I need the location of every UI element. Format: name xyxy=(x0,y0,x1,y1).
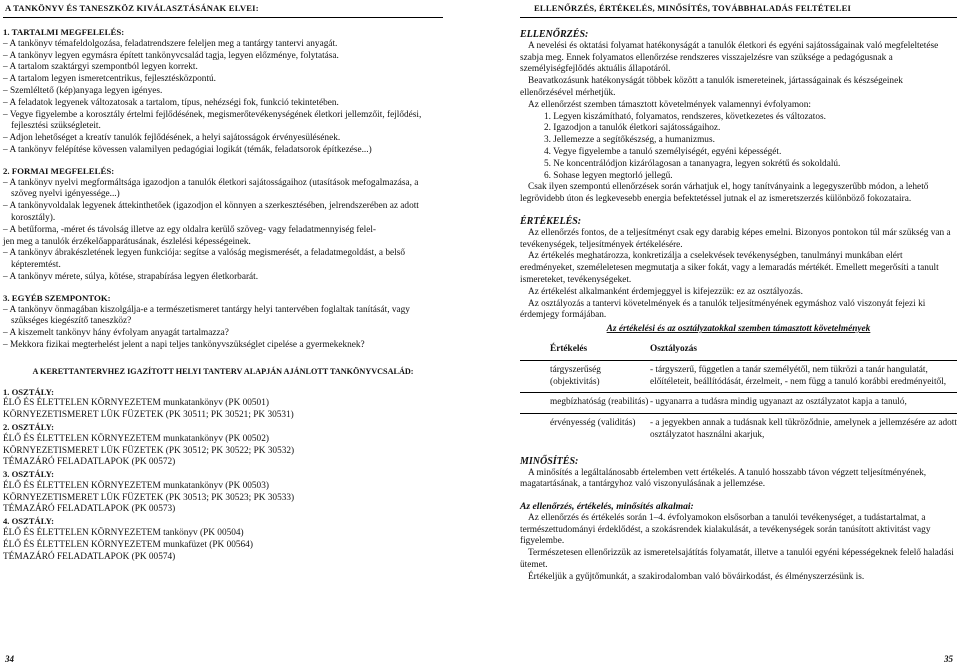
section-title-checking: ELLENŐRZÉS: xyxy=(520,29,589,40)
list-item: – A tankönyv legyen egymásra épített tankönyvcsalád tagja, legyen előzménye, folytatása. xyxy=(3,51,443,63)
book-line: KÖRNYEZETISMERET LÜK FÜZETEK (PK 30512; PK 30522; PK 30532) xyxy=(3,445,295,456)
section-subtitle-occasions: Az ellenőrzés, értékelés, minősítés alkalmai: xyxy=(520,501,694,513)
right-page-column xyxy=(520,27,957,584)
list-item: – Szemléltető (kép)anyaga legyen igényes. xyxy=(3,86,443,98)
list-item: – A tankönyv ábrakészletének legyen funkciója: segítse a valóság megismerését, a feladatmegoldást, a belső képteremtést. xyxy=(3,248,443,272)
list-item: – A feladatok legyenek változatosak a tartalom, típus, nehézségi fok, funkció tekintetében. xyxy=(3,98,443,110)
numbered-item: 1. Legyen kiszámítható, folyamatos, rendszeres, következetes és változatos. xyxy=(544,111,826,122)
requirements-table xyxy=(520,344,957,446)
paragraph: A nevelési és oktatási folyamat hatékonyságát a tanulók életkori és egyéni sajátosságainak való megfeleltetése szabja meg. Ennek folyamatos ellenőrzése rendszeres visszajelzésre van szüksége a pedagógusnak a személyiségfejlődés aktuális állapotáról. xyxy=(520,40,939,75)
list-item: – A tankönyv nyelvi megformáltsága igazodjon a tanulók életkori sajátosságaihoz (utasítások mefogalmazása, a szöveg nyelvi igényessége...) xyxy=(3,178,443,202)
class-title: 4. OSZTÁLY: xyxy=(3,516,54,527)
page-number-left: 34 xyxy=(5,654,14,664)
book-line: KÖRNYEZETISMERET LÜK FÜZETEK (PK 30513; PK 30523; PK 30533) xyxy=(3,492,295,503)
list-item: – Adjon lehetőséget a kreatív tanulók fejlődésének, a helyi sajátosságok érvényesülésének. xyxy=(3,133,443,145)
list-item: – A tartalom szaktárgyi szempontból legyen korrekt. xyxy=(3,62,443,74)
list-item: – A tankönyvoldalak legyenek áttekinthetőek (igazodjon el könnyen a szerkesztésében, jelrendszerében az adott korosztály). xyxy=(3,201,443,225)
table-header: Osztályozás xyxy=(650,344,957,360)
table-cell: - ugyanarra a tudásra mindig ugyanazt az osztályzatot kapja a tanuló, xyxy=(650,393,957,414)
list-item: – A tartalom legyen ismeretcentrikus, fejlesztésközpontú. xyxy=(3,74,443,86)
page-number-right: 35 xyxy=(944,654,953,664)
table-row xyxy=(520,414,957,446)
list-item: – A kiszemelt tankönyv hány évfolyam anyagát tartalmazza? xyxy=(3,328,443,340)
class-block xyxy=(3,422,443,469)
numbered-item: 3. Jellemezze a segítőkészség, a humanizmus. xyxy=(544,135,715,146)
numbered-item: 6. Sohase legyen megtorló jellegű. xyxy=(544,170,673,181)
numbered-item: 2. Igazodjon a tanulók életkori sajátosságaihoz. xyxy=(544,123,721,134)
paragraph: Beavatkozásunk hatékonyságát többek között a tanulók ismereteinek, jártasságainak és készségeinek ellenőrzésével mérhetjük. xyxy=(520,76,903,98)
book-line: ÉLŐ ÉS ÉLETTELEN KÖRNYEZETEM munkatankönyv (PK 00501) xyxy=(3,398,269,409)
numbered-item: 5. Ne koncentrálódjon kizárólagosan a tananyagra, legyen sokrétű és sokoldalú. xyxy=(544,158,841,169)
list-item: – Mekkora fizikai megterhelést jelent a napi teljes tankönyvszükséglet cipelése a gyermekeknek? xyxy=(3,340,443,352)
paragraph: Az értékelés meghatározza, konkretizálja a cselekvések tevékenységben, tanulmányi munkában elért eredményeket, személeletesen megmutatja a siker fokát, vagy a lemaradás mértékét. Emellett megerősíti a tanult ismereteket, tevékenységeket. xyxy=(520,251,939,285)
book-line: ÉLŐ ÉS ÉLETTELEN KÖRNYEZETEM munkafüzet (PK 00564) xyxy=(3,539,253,550)
section-title-qualification: MINŐSÍTÉS: xyxy=(520,455,579,467)
list-item: – A tankönyv felépítése kövessen valamilyen pedagógiai logikát (témák, feladatsorok építkezése...) xyxy=(3,145,443,157)
book-line: TÉMAZÁRÓ FELADATLAPOK (PK 00573) xyxy=(3,504,176,515)
book-line: TÉMAZÁRÓ FELADATLAPOK (PK 00574) xyxy=(3,551,176,562)
list-item: – A tankönyv mérete, súlya, kötése, strapabírása legyen életkorbarát. xyxy=(3,272,443,284)
table-cell: - a jegyekben annak a tudásnak kell tükröződnie, amelynek a jellemzésére az adott osztályzatot használni akarjuk, xyxy=(650,418,957,440)
class-title: 2. OSZTÁLY: xyxy=(3,421,54,432)
list-item: – A tankönyv témafeldolgozása, feladatrendszere feleljen meg a tantárgy tantervi anyagát. xyxy=(3,39,443,51)
book-line: ÉLŐ ÉS ÉLETTELEN KÖRNYEZETEM munkatankönyv (PK 00503) xyxy=(3,480,269,491)
list-item-continuation: jen meg a tanulók érzékelőapparátusának, észlelési képességeinek. xyxy=(3,236,251,247)
paragraph: Az ellenőrzést szemben támasztott követelmények valamennyi évfolyamon: xyxy=(528,99,811,110)
paragraph: Természetesen ellenőrizzük az ismeretelsajátítás folyamatát, illetve a tanulói egyéni képességeknek felelő haladási ütemet. xyxy=(520,548,954,571)
table-header: Értékelés xyxy=(520,344,650,360)
table-title: Az értékelési és az osztályzatokkal szemben támasztott követelmények xyxy=(606,324,871,335)
paragraph: A minősítés a legáltalánosabb értelemben vett értékelés. A tanuló hosszabb távon végzett teljesítményének, magatartásának, a tantárgyhoz való viszonyulásának a jellemzése. xyxy=(520,467,927,490)
table-cell: - tárgyszerű, független a tanár személyétől, nem tükrözi a tanár hangulatát, előítéleteit, beállítódását, érzelmeit, - nem függ a tanuló korábbi eredményeitől, xyxy=(650,360,957,393)
book-line: ÉLŐ ÉS ÉLETTELEN KÖRNYEZETEM munkatankönyv (PK 00502) xyxy=(3,433,269,444)
table-row xyxy=(520,360,957,393)
header-rule-left xyxy=(3,17,443,18)
section-title-content: 1. TARTALMI MEGFELELÉS: xyxy=(3,27,125,37)
table-header-row xyxy=(520,344,957,360)
paragraph: Az értékelést alkalmanként érdemjeggyel is kifejezzük: ez az osztályozás. xyxy=(528,286,803,297)
table-cell: megbízhatóság (reabilitás) xyxy=(520,393,650,414)
table-row xyxy=(520,393,957,414)
class-title: 1. OSZTÁLY: xyxy=(3,386,54,397)
book-line: TÉMAZÁRÓ FELADATLAPOK (PK 00572) xyxy=(3,457,176,468)
running-header-left: A TANKÖNYV ÉS TANESZKÖZ KIVÁLASZTÁSÁNAK ELVEI: xyxy=(5,3,259,13)
list-item: – A betűforma, -méret és távolság illetve az egy oldalra kerülő szöveg- vagy feladatmennyiség felel- xyxy=(3,225,443,237)
table-cell: érvényesség (validitás) xyxy=(550,418,636,429)
list-item: – A tankönyv önmagában kiszolgálja-e a természetismeret tantárgy helyi tantervében foglaltak tanítását, vagy szükséges kiegészítő taneszköz? xyxy=(3,305,443,329)
paragraph: Az osztályozás a tantervi követelmények és a tanulók teljesítményének egymáshoz való viszonyát fejezi ki érdemjegy formájában. xyxy=(520,298,926,321)
paragraph: Csak ilyen szempontú ellenőrzések során várhatjuk el, hogy tanítványaink a legegyszerűbb módon, a lehető legrövidebb úton és legkevesebb energia befektetéssel jutnak el az ismeretszerzés különböző fokozataira. xyxy=(520,182,929,205)
list-item: – Vegye figyelembe a korosztály értelmi fejlődésének, megismerőtevékenységének életkori jellemzőit, fejlődési, fejlesztési szükségleteit. xyxy=(3,110,443,134)
textbook-family-title: A KERETTANTERVHEZ IGAZÍTOTT HELYI TANTERV ALAPJÁN AJÁNLOTT TANKÖNYVCSALÁD: xyxy=(32,366,414,376)
book-line: ÉLŐ ÉS ÉLETTELEN KÖRNYEZETEM tankönyv (PK 00504) xyxy=(3,528,244,539)
class-block xyxy=(3,516,443,563)
section-title-evaluation: ÉRTÉKELÉS: xyxy=(520,215,582,227)
numbered-item: 4. Vegye figyelembe a tanuló személyiségét, egyéni képességét. xyxy=(544,146,782,157)
left-page-column xyxy=(3,27,443,563)
class-block xyxy=(3,387,443,422)
paragraph: Az ellenőrzés fontos, de a teljesítményt csak egy darabig képes emelni. Bizonyos pontokon túl már szükség van a tevékenységek, teljesítmények értékelésére. xyxy=(520,227,951,250)
header-rule-right xyxy=(520,17,957,18)
section-title-other: 3. EGYÉB SZEMPONTOK: xyxy=(3,292,111,303)
section-title-form: 2. FORMAI MEGFELELÉS: xyxy=(3,165,115,176)
running-header-right: ELLENŐRZÉS, ÉRTÉKELÉS, MINŐSÍTÉS, TOVÁBBHALADÁS FELTÉTELEI xyxy=(534,3,852,13)
book-line: KÖRNYEZETISMERET LÜK FÜZETEK (PK 30511; PK 30521; PK 30531) xyxy=(3,410,294,421)
table-cell: tárgyszerűség (objektivitás) xyxy=(520,360,650,393)
class-block xyxy=(3,469,443,516)
class-title: 3. OSZTÁLY: xyxy=(3,469,54,480)
paragraph: Az ellenőrzés és értékelés során 1–4. évfolyamokon elsősorban a tanulói tevékenységet, a tudástartalmat, a természettudományi érdeklődést, a szokásrendek kialakulását, a tevékenységek során tanúsított aktivitást vagy figyelembe. xyxy=(520,512,931,547)
paragraph: Értékeljük a gyűjtőmunkát, a szakirodalomban való böváirkodást, és élményszerzésünk is. xyxy=(528,571,865,582)
